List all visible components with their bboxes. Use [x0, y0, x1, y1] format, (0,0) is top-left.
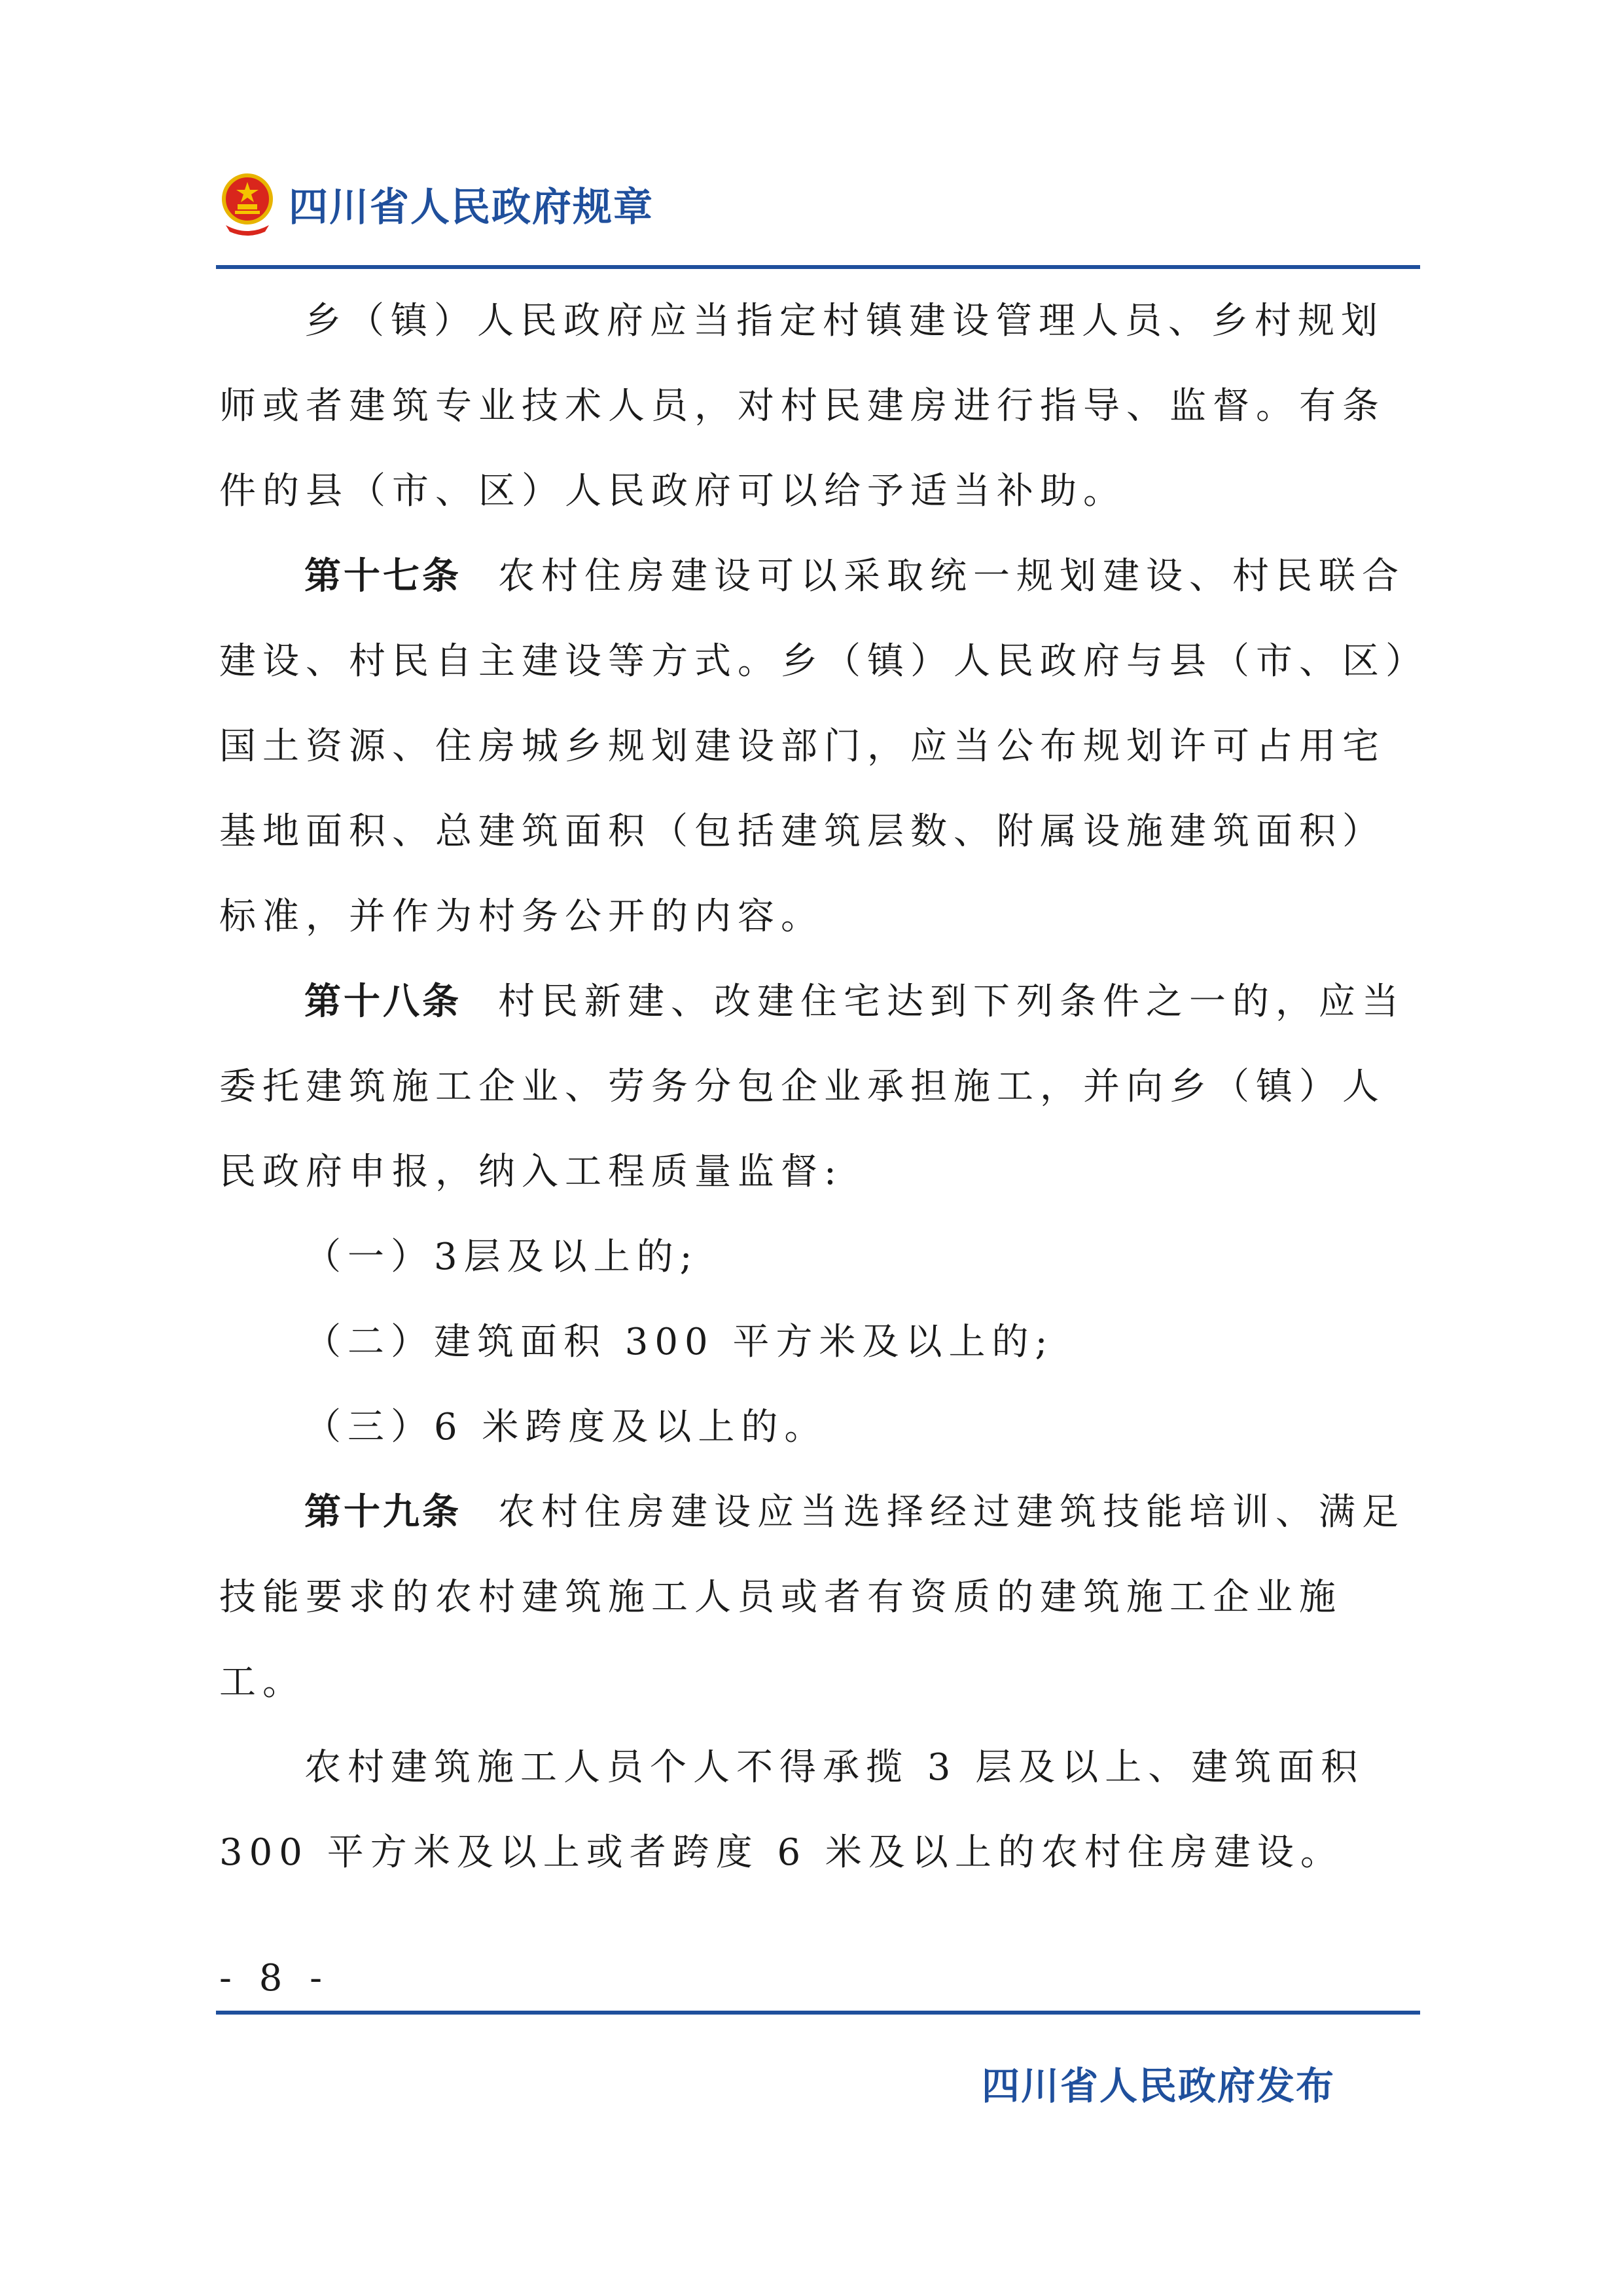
footer-divider	[216, 2011, 1420, 2015]
article-text: 农村住房建设可以采取统一规划建设、村民联合建设、村民自主建设等方式。乡（镇）人民政府与县（市、区）国土资源、住房城乡规划建设部门，应当公布规划许可占用宅基地面积、总建筑面积（包括建筑层数、附属设施建筑面积）标准，并作为村务公开的内容。	[219, 555, 1410, 938]
document-body	[219, 279, 1420, 1895]
national-emblem-icon	[219, 171, 276, 237]
list-item-text: （三）6 米跨度及以上的。	[304, 1406, 828, 1448]
paragraph-text: 农村建筑施工人员个人不得承揽 3 层及以上、建筑面积 300 平方米及以上或者跨度 6 米及以上的农村住房建设。	[219, 1746, 1364, 1874]
article-heading: 第十七条	[304, 555, 461, 598]
paragraph-text: 乡（镇）人民政府应当指定村镇建设管理人员、乡村规划师或者建筑专业技术人员，对村民建房进行指导、监督。有条件的县（市、区）人民政府可以给予适当补助。	[219, 300, 1385, 512]
header-title: 四川省人民政府规章	[289, 185, 654, 230]
list-item	[219, 1385, 1420, 1470]
list-item-text: （二）建筑面积 300 平方米及以上的;	[304, 1321, 1054, 1363]
article-text: 农村住房建设应当选择经过建筑技能培训、满足技能要求的农村建筑施工人员或者有资质的建筑施工企业施工。	[219, 1491, 1405, 1704]
document-header	[219, 171, 654, 237]
list-item-text: （一）3层及以上的;	[304, 1236, 699, 1278]
article-17	[219, 534, 1420, 960]
article-text: 村民新建、改建住宅达到下列条件之一的，应当委托建筑施工企业、劳务分包企业承担施工，并向乡（镇）人民政府申报，纳入工程质量监督:	[219, 980, 1405, 1193]
page-number: - 8 -	[219, 1957, 330, 2000]
list-item	[219, 1300, 1420, 1385]
paragraph	[219, 1725, 1420, 1895]
header-divider	[216, 265, 1420, 269]
publisher-label: 四川省人民政府发布	[982, 2064, 1336, 2108]
article-heading: 第十九条	[304, 1491, 461, 1534]
article-heading: 第十八条	[304, 980, 461, 1023]
list-item	[219, 1215, 1420, 1300]
paragraph	[219, 279, 1420, 534]
article-19	[219, 1470, 1420, 1725]
article-18	[219, 960, 1420, 1215]
